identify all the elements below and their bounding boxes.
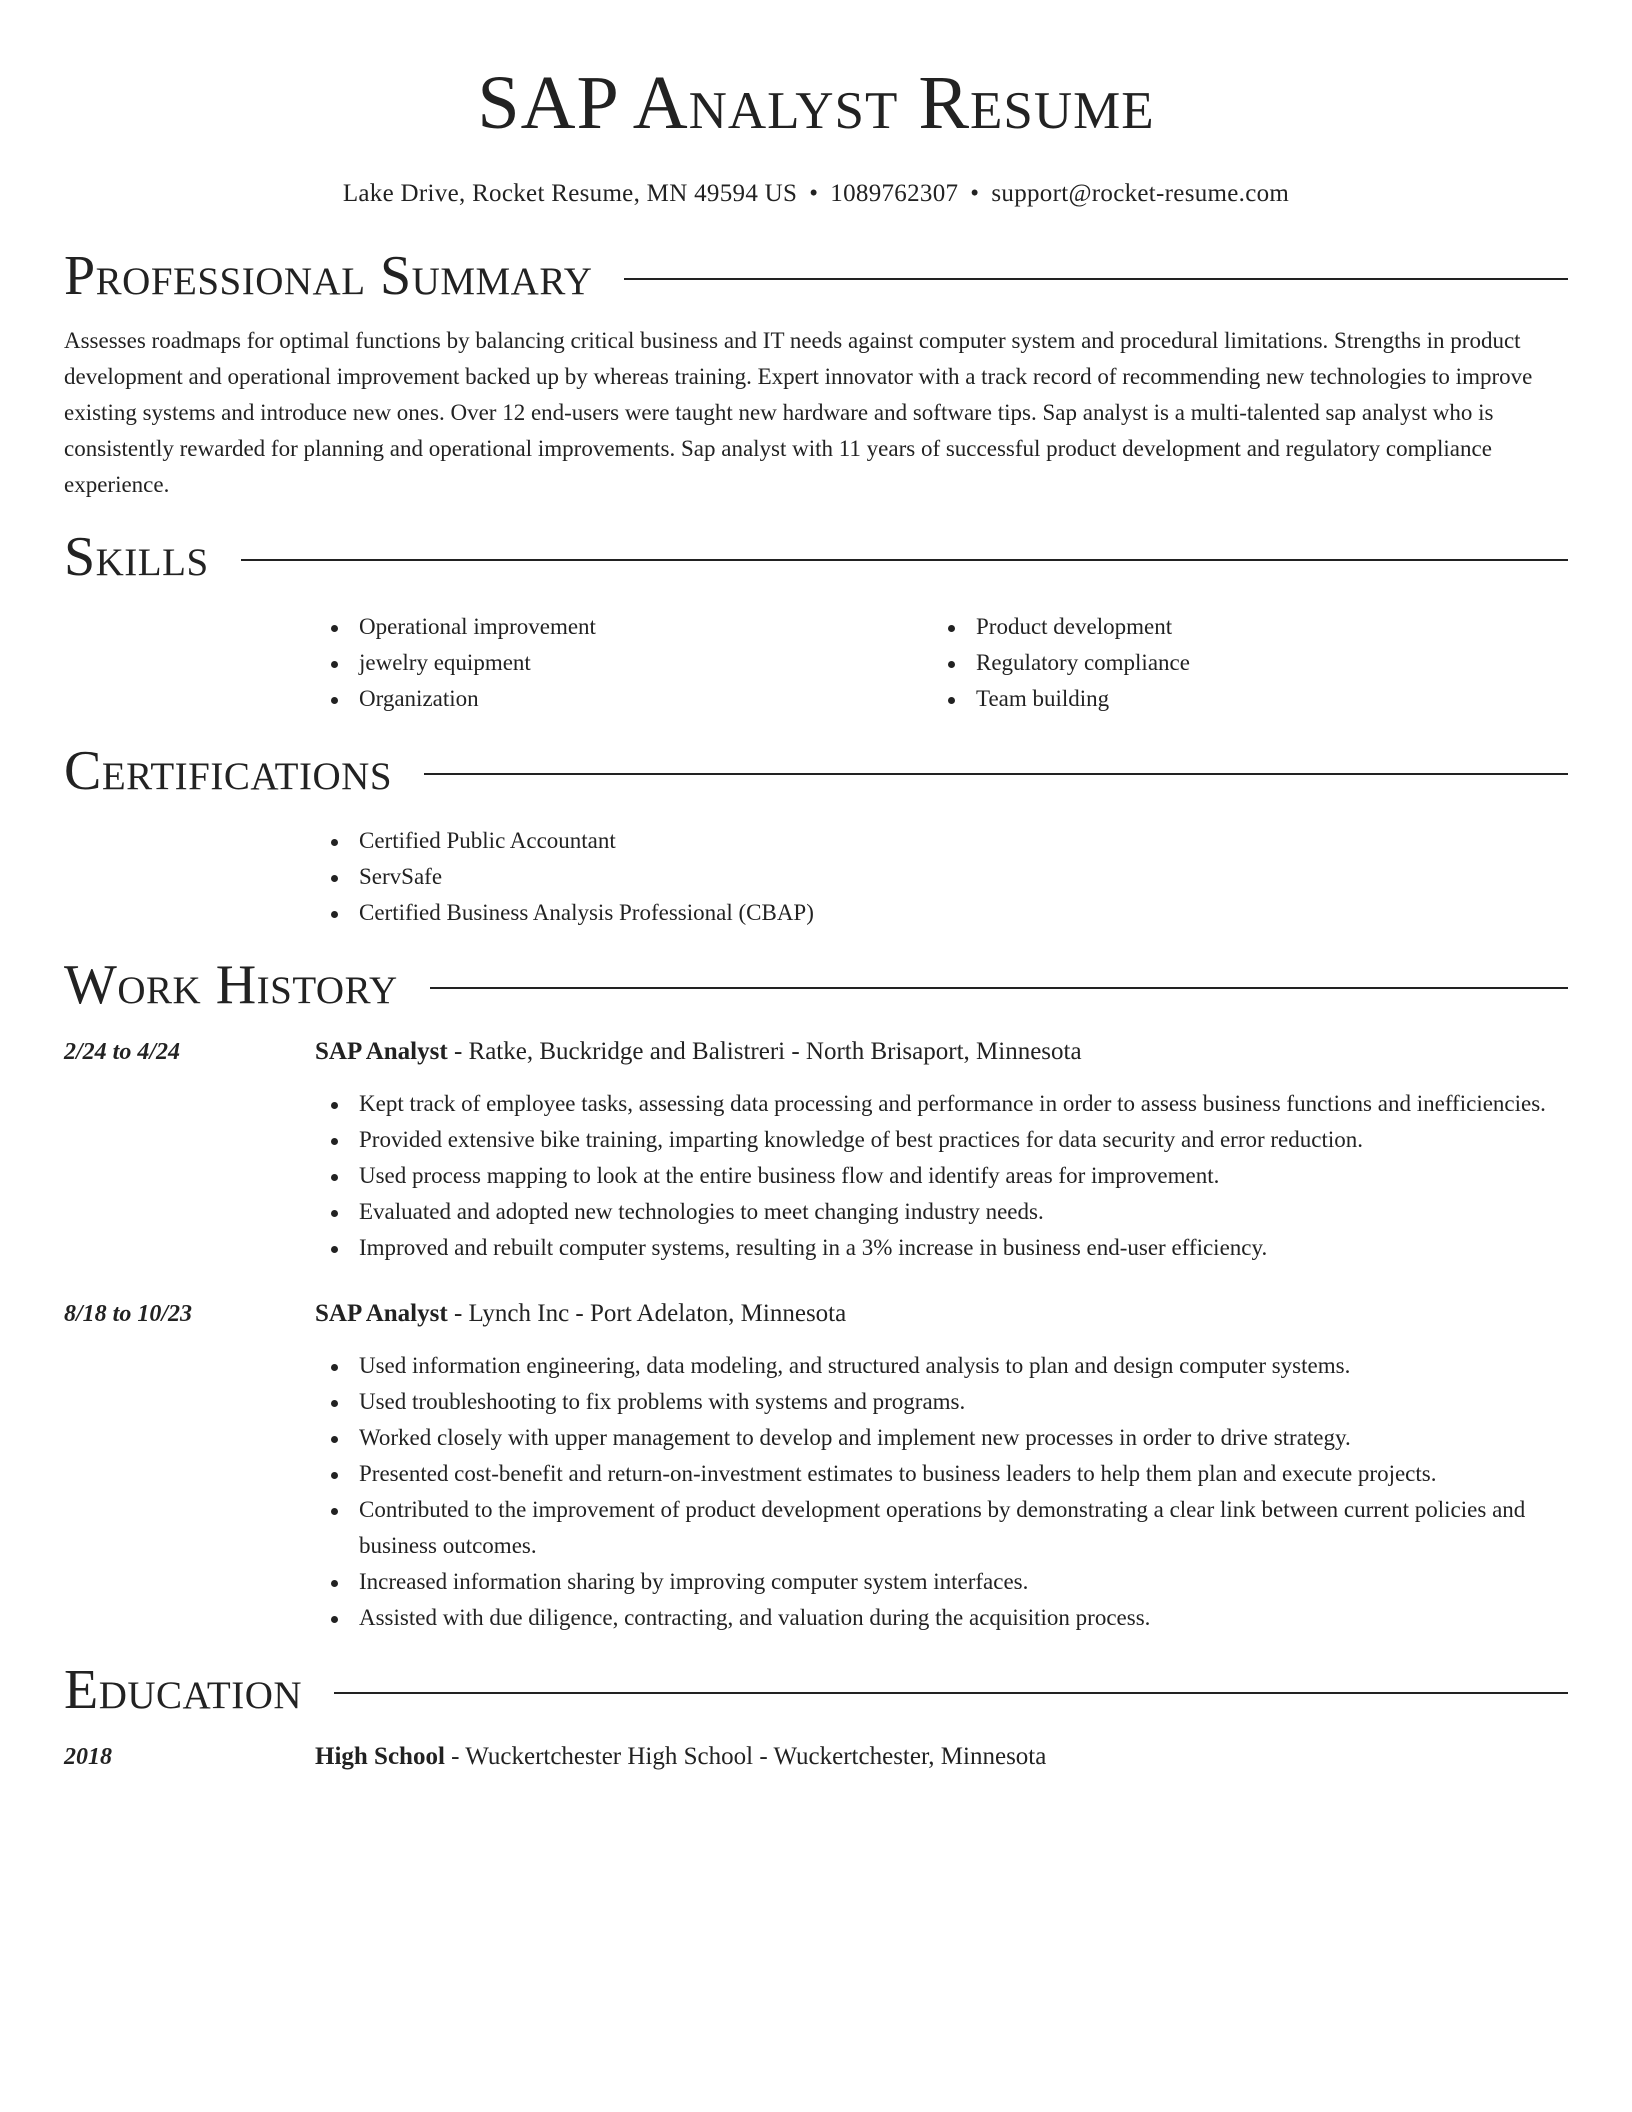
education-section-header (64, 1658, 1568, 1722)
summary-heading: Professional Summary (64, 245, 593, 307)
job-title: SAP Analyst (315, 1038, 448, 1065)
contact-separator: • (809, 180, 819, 207)
education-line (315, 1739, 1046, 1775)
work-section-header (64, 953, 1568, 1017)
list-item: Product development (932, 609, 1549, 645)
job-header (64, 1034, 1568, 1070)
job-company-location: - Lynch Inc - Port Adelaton, Minnesota (447, 1300, 847, 1327)
section-divider (624, 278, 1568, 280)
list-item: Increased information sharing by improving computer system interfaces. (315, 1564, 1568, 1600)
certifications-heading: Certifications (64, 740, 393, 802)
education-year: 2018 (64, 1744, 112, 1770)
summary-text: Assesses roadmaps for optimal functions by balancing critical business and IT needs against computer system and procedural limitations. Strengths in product development and operational improvement backed up by whereas training. Expert innovator with a track record of recommending new technologies to improve existing systems and introduce new ones. Over 12 end-users were taught new hardware and software tips. Sap analyst is a multi-talented sap analyst who is consistently rewarded for planning and operational improvements. Sap analyst with 11 years of successful product development and regulatory compliance experience. (64, 328, 1533, 497)
job-bullets (315, 1086, 1568, 1266)
list-item: Organization (315, 681, 932, 717)
job-header (64, 1296, 1568, 1332)
contact-address: Lake Drive, Rocket Resume, MN 49594 US (342, 180, 798, 207)
job-title: SAP Analyst (315, 1300, 448, 1327)
job-role-line (315, 1296, 846, 1332)
job-bullets (315, 1348, 1568, 1636)
certifications-list (315, 823, 1568, 931)
list-item: Used information engineering, data modeling, and structured analysis to plan and design computer systems. (315, 1348, 1568, 1384)
job-dates: 2/24 to 4/24 (64, 1039, 181, 1065)
section-divider (334, 1692, 1568, 1694)
contact-email[interactable]: support@rocket-resume.com (991, 180, 1290, 207)
education-header (64, 1739, 1568, 1775)
education-school-location: - Wuckertchester High School - Wuckertchester, Minnesota (444, 1743, 1047, 1770)
list-item: Contributed to the improvement of product development operations by demonstrating a clear link between current policies and business outcomes. (315, 1492, 1568, 1564)
contact-phone: 1089762307 (830, 180, 959, 207)
job-company-location: - Ratke, Buckridge and Balistreri - North Brisaport, Minnesota (447, 1038, 1082, 1065)
job-role-line (315, 1034, 1082, 1070)
list-item: jewelry equipment (315, 645, 932, 681)
skills-list-right (932, 609, 1549, 717)
list-item: Used troubleshooting to fix problems with systems and programs. (315, 1384, 1568, 1420)
list-item: Certified Public Accountant (315, 823, 1568, 859)
work-heading: Work History (64, 954, 398, 1016)
list-item: Provided extensive bike training, imparting knowledge of best practices for data security and error reduction. (315, 1122, 1568, 1158)
job-entry (64, 1296, 1568, 1636)
list-item: Assisted with due diligence, contracting, and valuation during the acquisition process. (315, 1600, 1568, 1636)
skills-heading: Skills (64, 526, 209, 588)
list-item: Used process mapping to look at the entire business flow and identify areas for improvement. (315, 1158, 1568, 1194)
education-heading: Education (64, 1659, 303, 1721)
skills-section-header (64, 525, 1568, 589)
list-item: Certified Business Analysis Professional (CBAP) (315, 895, 1568, 931)
contact-line (64, 178, 1568, 210)
section-divider (430, 987, 1568, 989)
contact-separator: • (970, 180, 980, 207)
list-item: Operational improvement (315, 609, 932, 645)
list-item: Improved and rebuilt computer systems, resulting in a 3% increase in business end-user efficiency. (315, 1230, 1568, 1266)
list-item: Regulatory compliance (932, 645, 1549, 681)
education-degree: High School (315, 1743, 445, 1770)
resume-page (64, 0, 1568, 1775)
list-item: Kept track of employee tasks, assessing data processing and performance in order to assess business functions and inefficiencies. (315, 1086, 1568, 1122)
list-item: Worked closely with upper management to develop and implement new processes in order to drive strategy. (315, 1420, 1568, 1456)
certifications-section-header (64, 739, 1568, 803)
skills-list-left (315, 609, 932, 717)
summary-section-header (64, 244, 1568, 308)
education-entry (64, 1739, 1568, 1775)
skills-grid (315, 609, 1568, 717)
list-item: Presented cost-benefit and return-on-investment estimates to business leaders to help them plan and execute projects. (315, 1456, 1568, 1492)
list-item: Evaluated and adopted new technologies to meet changing industry needs. (315, 1194, 1568, 1230)
section-divider (241, 559, 1568, 561)
resume-title: SAP Analyst Resume (477, 61, 1155, 145)
list-item: Team building (932, 681, 1549, 717)
section-divider (424, 773, 1568, 775)
list-item: ServSafe (315, 859, 1568, 895)
job-dates: 8/18 to 10/23 (64, 1301, 193, 1327)
job-entry (64, 1034, 1568, 1266)
